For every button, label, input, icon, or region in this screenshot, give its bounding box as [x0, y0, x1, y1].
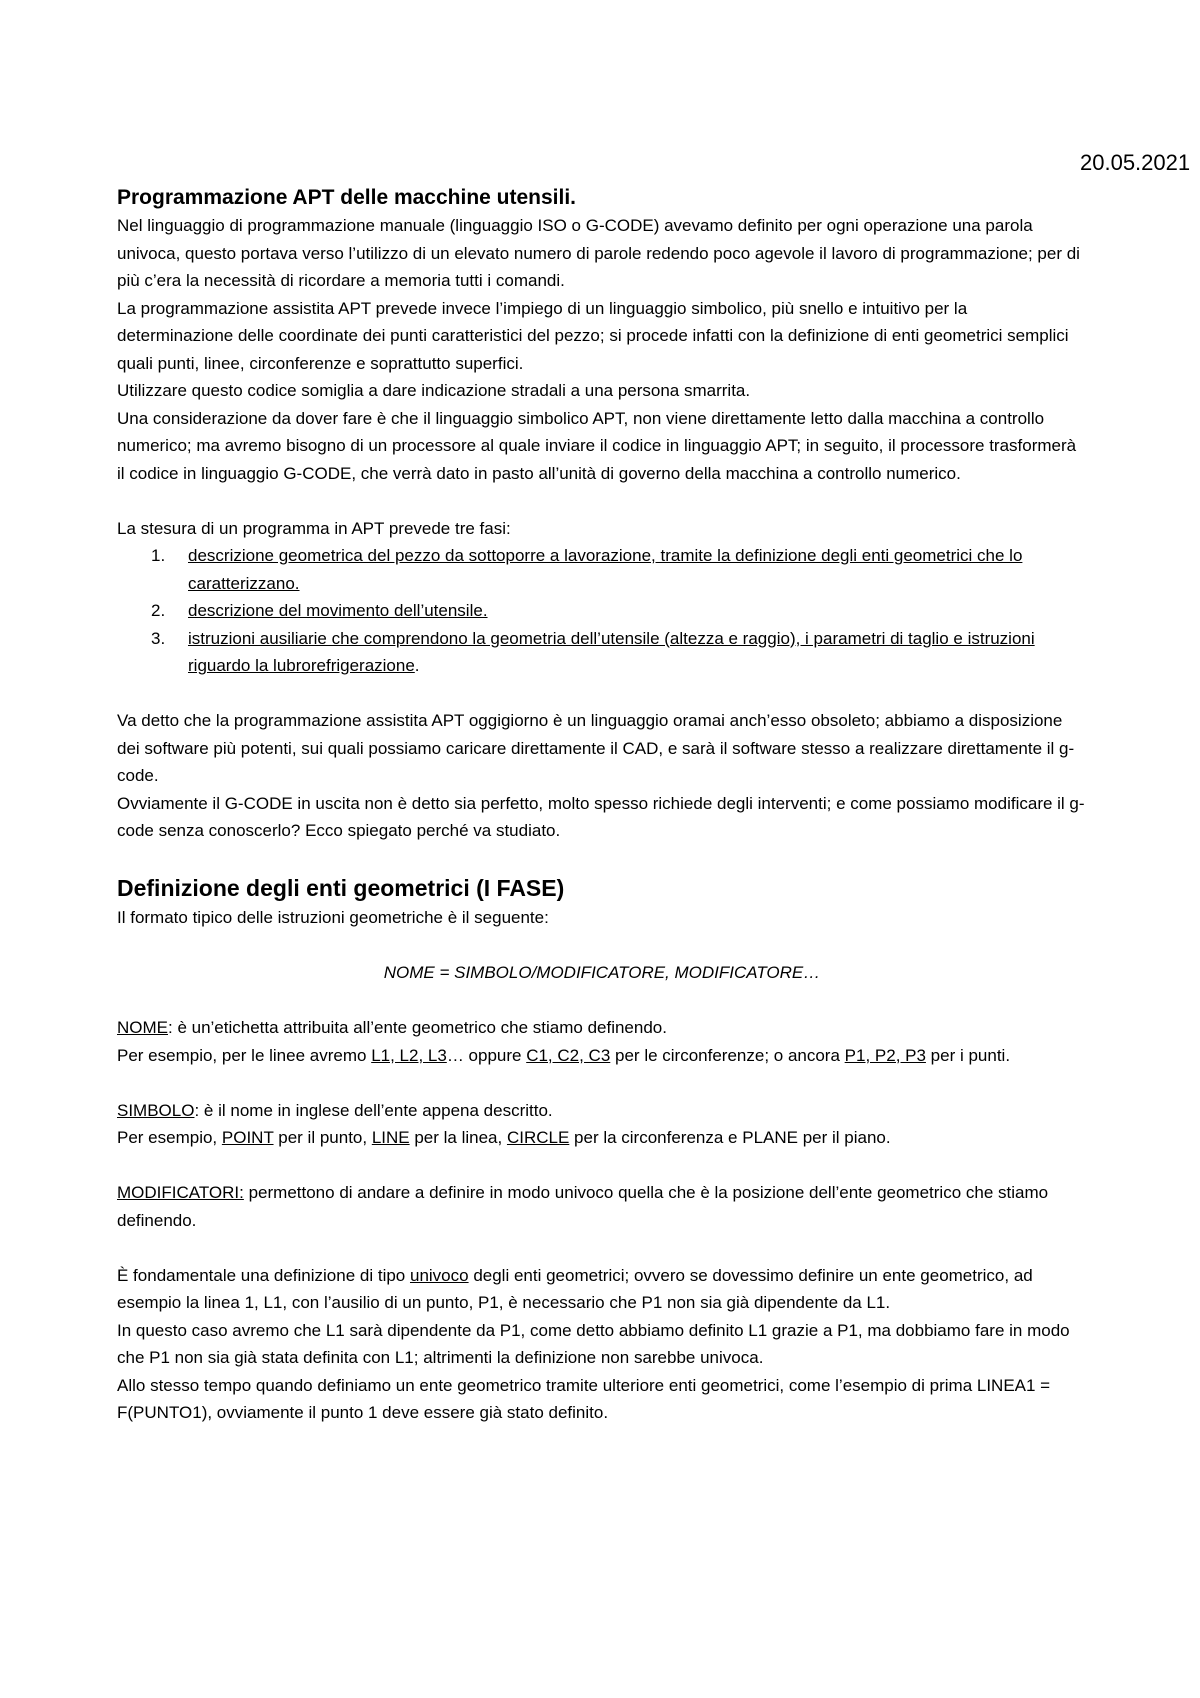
simbolo-def: : è il nome in inglese dell’ente appena descritto.: [194, 1100, 553, 1120]
text-run: degli enti geometrici; ovvero se dovessimo definire un ente geometrico, ad esempio la linea 1, L1, con l’ausilio di un punto, P1, è necessario che P1 non sia già dipendente da L1.: [117, 1265, 1033, 1312]
text-run: per le circonferenze; o ancora: [610, 1045, 845, 1065]
spacer: [117, 1234, 1087, 1262]
term-modificatori: MODIFICATORI:: [117, 1183, 244, 1202]
document-content: [117, 184, 1087, 1427]
section-title-geometric: Definizione degli enti geometrici (I FASE): [117, 875, 565, 901]
text-run: Per esempio, per le linee avremo: [117, 1045, 372, 1065]
paragraph-obsolete: Va detto che la programmazione assistita APT oggigiorno è un linguaggio oramai anch’esso obsoleto; abbiamo a disposizione dei software più potenti, sui quali possiamo caricare direttamente il CAD, e sarà il software stesso a realizzare direttamente il g-code.: [117, 711, 1075, 785]
document-date: 20.05.2021: [1080, 150, 1191, 175]
formula: NOME = SIMBOLO/MODIFICATORE, MODIFICATORE…: [383, 963, 821, 982]
spacer: [117, 932, 1087, 960]
spacer: [117, 845, 1087, 873]
example-points: P1, P2, P3: [844, 1045, 926, 1065]
example-point: POINT: [221, 1128, 274, 1147]
list-item: [117, 597, 1087, 625]
phase-text: descrizione del movimento dell’utensile.: [188, 601, 488, 620]
example-circle: CIRCLE: [506, 1128, 570, 1147]
paragraph-road-directions: Utilizzare questo codice somiglia a dare indicazione stradali a una persona smarrita.: [117, 381, 751, 400]
modificatori-def: permettono di andare a definire in modo univoco quella che è la posizione dell’ente geometrico che stiamo definendo.: [117, 1183, 1049, 1230]
nome-definition: [117, 1014, 1087, 1042]
text-run: per il punto,: [273, 1128, 372, 1147]
nome-example: [117, 1042, 1087, 1070]
phases-list: [117, 542, 1087, 680]
phase-tail: .: [414, 656, 420, 675]
spacer: [117, 487, 1087, 515]
list-number: 2.: [151, 601, 166, 620]
list-item: [117, 542, 1087, 597]
paragraph-already-defined: Allo stesso tempo quando definiamo un ente geometrico tramite ulteriore enti geometrici, come l’esempio di prima LINEA1 = F(PUNTO1), ovviamente il punto 1 deve essere già stato definito.: [117, 1375, 1051, 1422]
spacer: [117, 680, 1087, 708]
nome-def: : è un’etichetta attribuita all’ente geometrico che stiamo definendo.: [168, 1018, 667, 1037]
list-number: 1.: [151, 546, 166, 565]
term-simbolo: SIMBOLO: [117, 1100, 195, 1120]
text-run: Per esempio,: [117, 1128, 222, 1147]
simbolo-definition: [117, 1097, 1087, 1125]
example-line: LINE: [371, 1128, 410, 1147]
phase-text: istruzioni ausiliarie che comprendono la geometria dell’utensile (altezza e raggio), i parametri di taglio e istruzioni riguardo la lubrorefrigerazione: [188, 628, 1035, 675]
list-number: 3.: [151, 628, 166, 648]
spacer: [117, 1069, 1087, 1097]
spacer: [117, 1152, 1087, 1180]
paragraph-gcode-output: Ovviamente il G-CODE in uscita non è detto sia perfetto, molto spesso richiede degli interventi; e come possiamo modificare il g-code senza conoscerlo? Ecco spiegato perché va studiato.: [117, 793, 1085, 840]
term-nome: NOME: [117, 1018, 168, 1037]
section-title-apt: Programmazione APT delle macchine utensili.: [117, 186, 577, 209]
paragraph-manual-programming: Nel linguaggio di programmazione manuale (linguaggio ISO o G-CODE) avevamo definito per ogni operazione una parola univoca, questo portava verso l’utilizzo di un elevato numero di parole redendo poco agevole il lavoro di programmazione; per di più c’era la necessità di ricordare a memoria tutti i comandi.: [117, 216, 1080, 290]
paragraph-processor: Una considerazione da dover fare è che il linguaggio simbolico APT, non viene direttamente letto dalla macchina a controllo numerico; ma avremo bisogno di un processore al quale inviare il codice in linguaggio APT; in seguito, il processore trasformerà il codice in linguaggio G-CODE, che verrà dato in pasto all’unità di governo della macchina a controllo numerico.: [117, 408, 1077, 483]
example-lines: L1, L2, L3: [371, 1045, 447, 1065]
list-item: [117, 625, 1087, 680]
text-run: per la linea,: [409, 1128, 507, 1147]
paragraph-apt-assisted: La programmazione assistita APT prevede invece l’impiego di un linguaggio simbolico, più snello e intuitivo per la determinazione delle coordinate dei punti caratteristici del pezzo; si procede infatti con la definizione di enti geometrici semplici quali punti, linee, circonferenze e soprattutto superfici.: [117, 298, 1069, 373]
text-run: … oppure: [446, 1045, 527, 1065]
text-run: per i punti.: [925, 1045, 1011, 1065]
paragraph-dependency: In questo caso avremo che L1 sarà dipendente da P1, come detto abbiamo definito L1 grazie a P1, ma dobbiamo fare in modo che P1 non sia già stata definita con L1; altrimenti la definizione non sarebbe univoca.: [117, 1320, 1070, 1367]
example-circles: C1, C2, C3: [526, 1045, 611, 1065]
simbolo-example: [117, 1124, 1087, 1152]
phases-intro: La stesura di un programma in APT prevede tre fasi:: [117, 518, 511, 538]
paragraph-format-intro: Il formato tipico delle istruzioni geometriche è il seguente:: [117, 908, 549, 927]
text-run: È fondamentale una definizione di tipo: [117, 1265, 410, 1285]
modificatori-definition: [117, 1179, 1087, 1234]
text-run: per la circonferenza e PLANE per il piano.: [569, 1128, 891, 1147]
phase-text: descrizione geometrica del pezzo da sottoporre a lavorazione, tramite la definizione degli enti geometrici che lo caratterizzano.: [188, 546, 1023, 593]
term-univoco: univoco: [409, 1265, 469, 1285]
univoco-paragraph: [117, 1262, 1087, 1317]
spacer: [117, 987, 1087, 1015]
